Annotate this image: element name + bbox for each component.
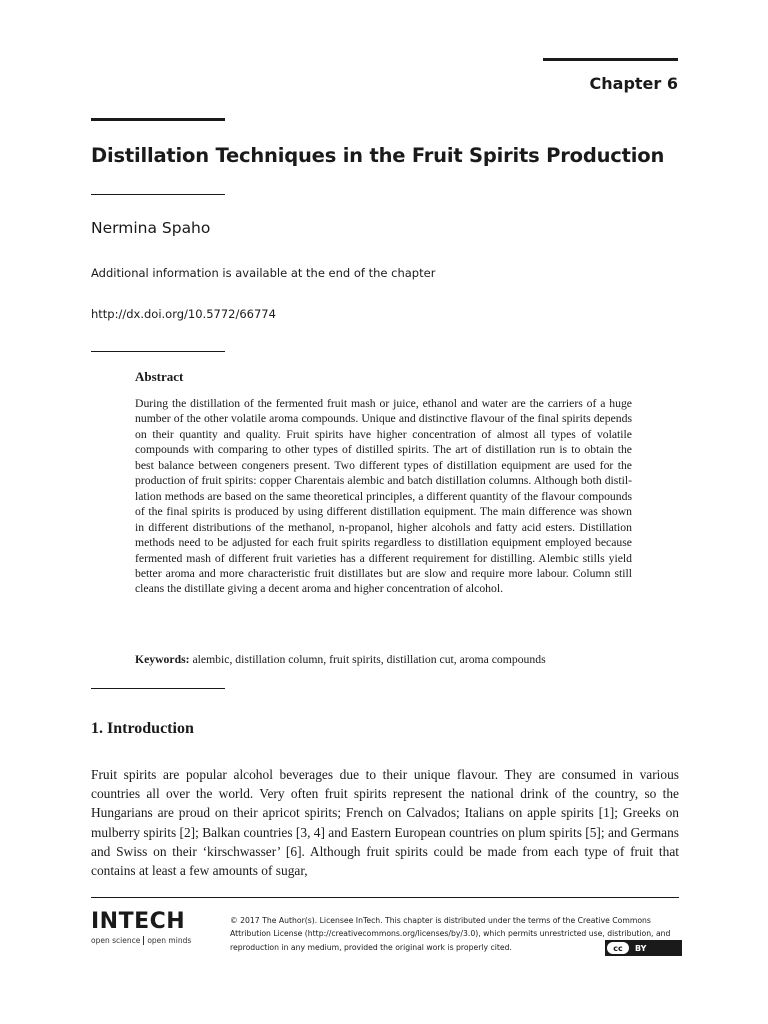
abstract-rule-bottom — [91, 688, 225, 689]
tagline-left: open science — [91, 936, 141, 945]
title-rule-top — [91, 118, 225, 121]
abstract-rule-top — [91, 351, 225, 352]
intech-logo — [91, 910, 221, 945]
tagline-right: open minds — [147, 936, 192, 945]
chapter-rule — [543, 58, 678, 61]
abstract-heading: Abstract — [135, 369, 184, 384]
cc-by-badge[interactable] — [605, 940, 682, 956]
introduction-text: Fruit spirits are popular alcohol beverages due to their unique flavour. They are consumed in various countries all over the world. Very often fruit spirits represent the national drink of the country, so the Hungarians are proud on their apricot spirits; French on Calvados; Italians on apple spirits [1]; Greeks on mulberry spirits [2]; Balkan countries [3, 4] and Eastern European countries on plum spirits [5]; and Germans and Swiss on their ‘kirschwasser’ [6]. Although fruit spirits could be made from each type of fruit that contains at least a few amounts of sugar, — [91, 767, 679, 879]
abstract-text: During the distillation of the fermented fruit mash or juice, ethanol and water are the carriers of a huge number of the other volatile aroma compounds. Unique and distinctive flavour of the final spirits depends on their quantity and quality. Fruit spirits have higher concentration of almost all types of volatile compounds with comparing to other types of distilled spirits. The art of distillation run is to obtain the best balance between congeners present. Two different types of distillation equipment are used for the production of fruit spirits: copper Charentais alembic and batch distillation columns. Although both distillation methods are based on the same theoretical principles, a different quantity of the flavour compounds of the final spirits is produced by using different distillation equipment. The main difference was shown in different distributions of the methanol, n-propanol, higher alcohols and fatty acid esters. Distillation methods need to be adjusted for each fruit spirits regardless to distillation equipment employed because fermented mash of different fruit varieties has a different requirement for distilling. Alembic stills yield better aroma and more characteristic fruit distillates but are slow and require more labour. Column still cleans the distillate giving a decent aroma and higher concentration of alcohol. — [135, 397, 632, 596]
keywords-label: Keywords: — [135, 653, 190, 666]
additional-info: Additional information is available at the end of the chapter — [91, 266, 436, 280]
author-name: Nermina Spaho — [91, 219, 211, 237]
by-label: BY — [635, 943, 647, 953]
section-heading-introduction: 1. Introduction — [91, 720, 194, 737]
logo-tagline — [91, 936, 221, 945]
doi-link[interactable]: http://dx.doi.org/10.5772/66774 — [91, 307, 276, 321]
cc-icon: cc — [607, 942, 629, 954]
keywords-list: alembic, distillation column, fruit spirits, distillation cut, aroma compounds — [189, 653, 546, 666]
chapter-title: Distillation Techniques in the Fruit Spirits Production — [91, 144, 665, 167]
logo-text: INTECH — [91, 909, 186, 934]
footer-rule — [91, 897, 679, 898]
license-text: © 2017 The Author(s). Licensee InTech. This chapter is distributed under the terms of the Creative Commons Attribution License (http://creativecommons.org/licenses/by/3.0), which permits unrestricted use, distribution, and reproduction in any medium, provided the original work is properly cited. — [230, 916, 671, 952]
chapter-label: Chapter 6 — [589, 74, 678, 93]
keywords-line — [135, 653, 655, 666]
title-rule-bottom — [91, 194, 225, 195]
